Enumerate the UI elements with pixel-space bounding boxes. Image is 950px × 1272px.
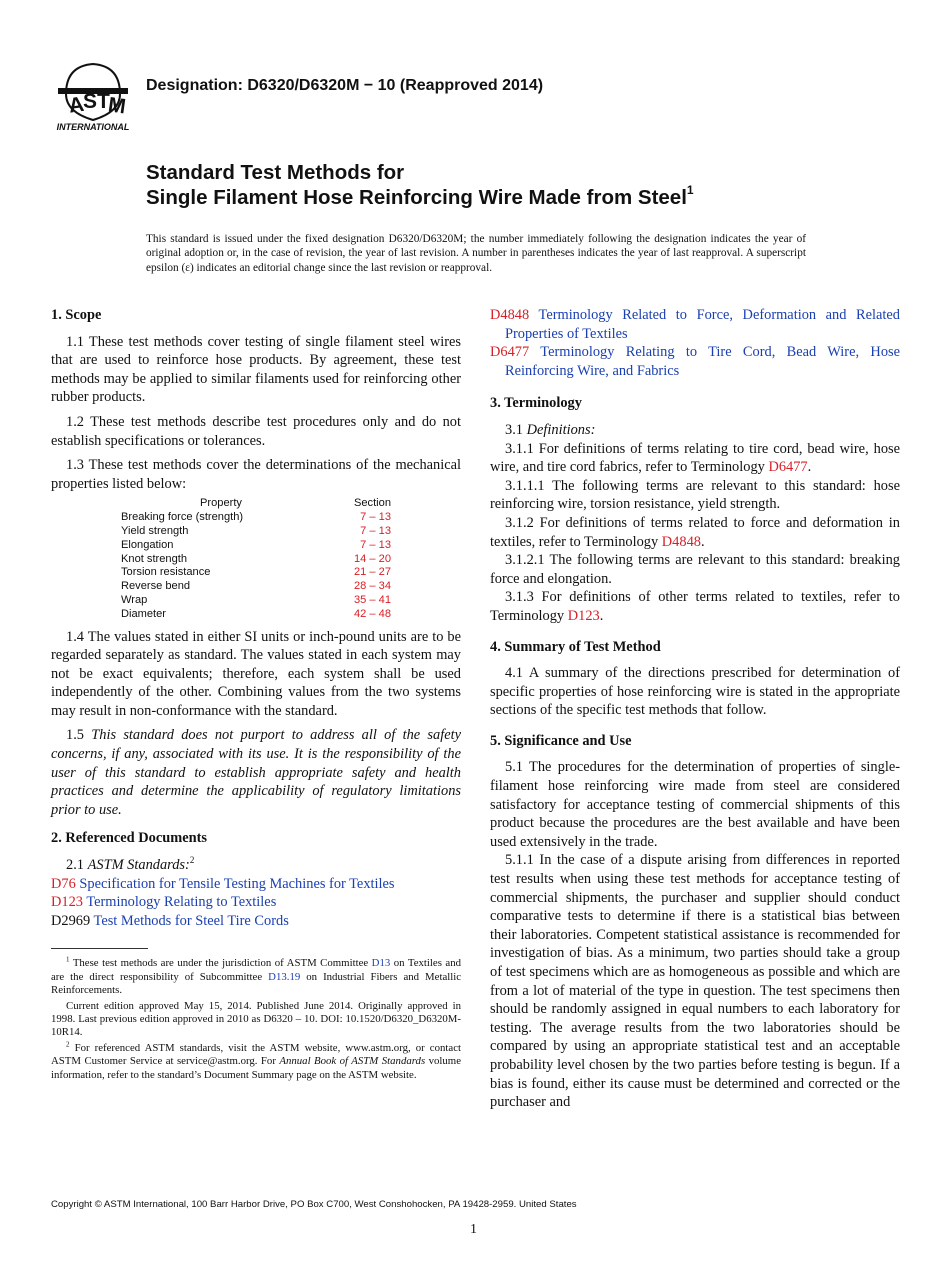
terminology-p31-number: 3.1 [505, 421, 523, 438]
summary-heading: 4. Summary of Test Method [490, 638, 661, 655]
property-cell: Breaking force (strength) [121, 511, 244, 524]
scope-p5-text: This standard does not purport to address all of the safety concerns, if any, associated with its use. It is the responsibility of the user of this standard to establish appropriate safety and health practices and determine the applicability of regulatory limitations prior to use. [51, 727, 461, 818]
terminology-p312-text: 3.1.2 For definitions of terms related to force and deformation in textiles, refer to Terminology [490, 514, 900, 550]
footnote-edition: Current edition approved May 15, 2014. Published June 2014. Originally approved in 1998. Last previous edition approved in 2010 as D6320 – 10. DOI: 10.1520/D6320_D6320M-10R14. [51, 999, 461, 1039]
footnote-2-mark: 2 [66, 1040, 70, 1049]
subcommittee-link[interactable]: D13.19 [268, 970, 301, 983]
property-table [121, 497, 391, 621]
footnote-2 [51, 1042, 461, 1082]
title-footnote-mark: 1 [686, 183, 694, 198]
section-link[interactable]: 7 – 13 [360, 511, 391, 524]
left-column [51, 306, 461, 1084]
terminology-p312: 3.1.2 For definitions of terms related to force and deformation in textiles, refer to Terminology D4848. [490, 514, 900, 550]
ref-code-link[interactable]: D123 [51, 894, 83, 911]
title-line-2 [146, 185, 694, 210]
section-link[interactable]: 42 – 48 [353, 607, 391, 620]
designation: Designation: D6320/D6320M − 10 (Reapproved 2014) [146, 77, 544, 94]
property-cell: Knot strength [121, 552, 187, 565]
footnote-divider [51, 948, 148, 949]
significance-p2: 5.1.1 In the case of a dispute arising from differences in reported test results when using these test methods for acceptance testing of commercial shipments, the purchaser and supplier should conduct comparative tests to determine if there is a statistical bias between their laboratories. Competent statistical assistance is recommended for investigation of bias. As a minimum, two parties should take a group of test specimens which are as homogeneous as possible and which are from a lot of material of the type in question. The test specimens then should be randomly assigned in equal numbers to each laboratory for testing. The average results from the two laboratories should be compared by using an appropriate statistical test and an acceptable probability level chosen by the two parties before testing is begun. If a bias is found, either its cause must be determined and corrected or the purchaser and [490, 852, 900, 1111]
d123-link[interactable]: D123 [567, 607, 600, 624]
property-cell: Elongation [121, 538, 174, 551]
ref-title-link[interactable]: Terminology Relating to Textiles [86, 894, 277, 911]
scope-p2: 1.2 These test methods describe test procedures only and do not establish specifications or tolerances. [51, 413, 461, 449]
ref-title-link[interactable]: Test Methods for Steel Tire Cords [93, 912, 289, 929]
copyright-notice: Copyright © ASTM International, 100 Barr Harbor Drive, PO Box C700, West Conshohocken, PA 19428-2959. United States [51, 1199, 577, 1210]
ref-item [51, 875, 461, 894]
svg-text:T: T [97, 90, 110, 113]
logo-subtext: INTERNATIONAL [56, 122, 130, 132]
terminology-p31 [490, 421, 900, 440]
astm-logo [52, 58, 134, 132]
summary-p1: 4.1 A summary of the directions prescribed for determination of specific properties of hose reinforcing wire is stated in the appropriate sections of the specific test methods that follow. [490, 665, 900, 719]
document-title [146, 160, 694, 210]
footnote-1-text-b: on Textiles and are the direct responsibility of Subcommittee [51, 957, 461, 983]
title-line-1: Standard Test Methods for [146, 161, 405, 184]
terminology-p313: 3.1.3 For definitions of other terms related to textiles, refer to Terminology D123. [490, 589, 900, 624]
terminology-heading: 3. Terminology [490, 395, 582, 412]
astm-logo-icon [52, 58, 134, 132]
referenced-p1 [51, 856, 461, 875]
section-link[interactable]: 14 – 20 [353, 552, 391, 565]
footnote-1-text-a: These test methods are under the jurisdiction of ASTM Committee [72, 957, 369, 970]
table-header-property: Property [200, 497, 242, 510]
footnote-2-text-b: volume information, refer to the standard’s Document Summary page on the ASTM website. [51, 1055, 461, 1081]
table-header-section: Section [353, 497, 391, 510]
table-row [121, 553, 391, 567]
ref-title-link[interactable]: Terminology Relating to Tire Cord, Bead Wire, Hose Reinforcing Wire, and Fabrics [505, 344, 901, 379]
section-link[interactable]: 21 – 27 [353, 566, 391, 579]
d4848-link[interactable]: D4848 [661, 533, 701, 550]
scope-p5-number: 1.5 [66, 727, 84, 744]
property-cell: Wrap [121, 593, 148, 606]
scope-p4: 1.4 The values stated in either SI units or inch-pound units are to be regarded separately as standard. The values stated in each system may not be exact equivalents; therefore, each system shall be used independently of the other. Combining values from the two systems may result in non-conformance with the standard. [51, 628, 461, 719]
section-link[interactable]: 35 – 41 [353, 593, 391, 606]
ref-title-link[interactable]: Specification for Tensile Testing Machines for Textiles [79, 875, 395, 892]
footnote-2-italic: Annual Book of ASTM Standards [279, 1055, 426, 1068]
ref-code-link[interactable]: D76 [51, 875, 76, 892]
ref-code: D2969 [51, 912, 91, 929]
issuance-notice: This standard is issued under the fixed designation D6320/D6320M; the number immediately following the designation indicates the year of original adoption or, in the case of revision, the year of last revision. A number in parentheses indicates the year of last reapproval. A superscript epsilon (ε) indicates an editorial change since the last revision or reapproval. [146, 233, 806, 274]
terminology-p31-text: Definitions: [526, 421, 596, 438]
section-link[interactable]: 7 – 13 [360, 524, 391, 537]
referenced-p1-number: 2.1 [66, 857, 84, 874]
terminology-p311-text: 3.1.1 For definitions of terms relating to tire cord, bead wire, hose wire, and tire cord fabrics, refer to Terminology [490, 440, 900, 476]
svg-text:S: S [83, 90, 98, 113]
property-cell: Reverse bend [121, 580, 191, 593]
terminology-p311: 3.1.1 For definitions of terms relating to tire cord, bead wire, hose wire, and tire cord fabrics, refer to Terminology D6477. [490, 440, 900, 476]
table-row [121, 539, 391, 553]
scope-p5 [51, 726, 461, 819]
significance-heading: 5. Significance and Use [490, 732, 632, 749]
property-cell: Torsion resistance [121, 566, 211, 579]
referenced-heading: 2. Referenced Documents [51, 830, 207, 847]
title-line-2-text: Single Filament Hose Reinforcing Wire Made from Steel [146, 186, 687, 209]
ref-code-link[interactable]: D6477 [490, 344, 530, 361]
footnote-1 [51, 957, 461, 997]
ref-item [490, 306, 900, 343]
footnote-1-text-c: on Industrial Fibers and Metallic Reinforcements. [51, 970, 462, 997]
ref-item [51, 912, 461, 931]
scope-p1: 1.1 These test methods cover testing of single filament steel wires that are used to reinforce hose products. By agreement, these test methods may be applied to similar filaments used for reinforcing other rubber products. [51, 333, 461, 406]
committee-link[interactable]: D13 [371, 957, 391, 970]
page-number: 1 [470, 1222, 477, 1237]
significance-p1: 5.1 The procedures for the determination of properties of single-filament hose reinforcing wire made from steel are considered satisfactory for acceptance testing of commercial shipments of this product because the procedures are the best available and have been used extensively in the trade. [490, 759, 900, 850]
svg-text:A: A [67, 92, 86, 118]
footnote-2-text-a: For referenced ASTM standards, visit the ASTM website, www.astm.org, or contact ASTM Customer Service at service@astm.org. For [51, 1041, 461, 1068]
d6477-link[interactable]: D6477 [768, 459, 808, 476]
ref-code-link[interactable]: D4848 [490, 307, 530, 323]
terminology-p3111: 3.1.1.1 The following terms are relevant to this standard: hose reinforcing wire, torsion resistance, yield strength. [490, 477, 900, 513]
ref-item [490, 343, 900, 380]
ref-item [51, 893, 461, 912]
svg-text:M: M [106, 93, 128, 119]
section-link[interactable]: 28 – 34 [353, 580, 391, 593]
terminology-p313-text: 3.1.3 For definitions of other terms related to textiles, refer to Terminology [490, 589, 900, 624]
footnote-1-mark: 1 [66, 955, 70, 964]
table-row [121, 511, 391, 525]
referenced-p1-text: ASTM Standards: [87, 857, 190, 874]
table-row [121, 580, 391, 594]
table-row [121, 594, 391, 608]
scope-heading: 1. Scope [51, 307, 102, 323]
scope-p3: 1.3 These test methods cover the determinations of the mechanical properties listed below: [51, 457, 461, 492]
table-row [121, 608, 391, 622]
property-cell: Yield strength [121, 524, 189, 537]
table-row [121, 566, 391, 580]
property-cell: Diameter [121, 607, 167, 620]
referenced-footnote-mark: 2 [189, 855, 195, 866]
terminology-p3121: 3.1.2.1 The following terms are relevant to this standard: breaking force and elongation. [490, 552, 900, 587]
ref-title-link[interactable]: Terminology Related to Force, Deformation and Related Properties of Textiles [505, 307, 900, 342]
section-link[interactable]: 7 – 13 [360, 538, 391, 551]
table-row [121, 525, 391, 539]
right-column [490, 306, 900, 1118]
